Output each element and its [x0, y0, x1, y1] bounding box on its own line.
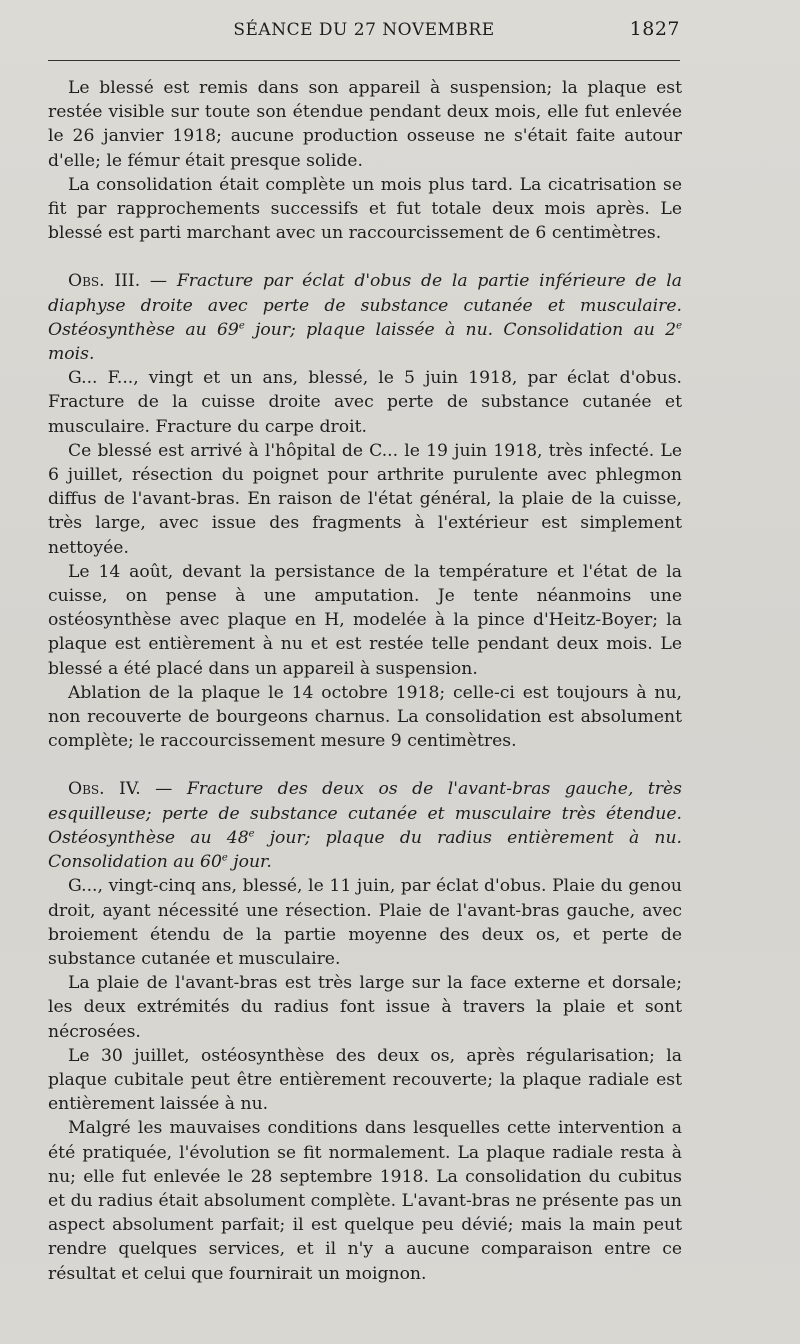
article-body	[48, 76, 682, 1286]
running-header	[48, 18, 680, 48]
paragraph: Le 14 août, devant la persistance de la température et l'état de la cuisse, on pense à une amputation. Je tente néanmoins une ostéosynthèse avec plaque en H, modelée à la pince d'Heitz-Boyer; la plaque est entièrement à nu et est restée telle pendant deux mois. Le blessé a été placé dans un appareil à suspension.	[48, 561, 682, 679]
paragraph: Malgré les mauvaises conditions dans lesquelles cette intervention a été pratiquée, l'évolution se fit normalement. La plaque radiale resta à nu; elle fut enlevée le 28 septembre 1918. La consolidation du cubitus et du radius était absolument complète. L'avant-bras ne présente pas un aspect absolument parfait; il est quelque peu dévié; mais la main peut rendre quelques services, et il n'y a aucune comparaison entre ce résultat et celui que fournirait un moignon.	[48, 1118, 682, 1284]
paragraph: La consolidation était complète un mois plus tard. La cicatrisation se fit par rapprochements successifs et fut totale deux mois après. Le blessé est parti marchant avec un raccourcissement de 6 centimètres.	[48, 174, 682, 244]
header-rule	[48, 60, 680, 61]
paragraph: Ablation de la plaque le 14 octobre 1918; celle-ci est toujours à nu, non recouverte de bourgeons charnus. La consolidation est absolument complète; le raccourcissement mesure 9 centimètres.	[48, 682, 682, 752]
paragraph: Ce blessé est arrivé à l'hôpital de C... le 19 juin 1918, très infecté. Le 6 juillet, résection du poignet pour arthrite purulente avec phlegmon diffus de l'avant-bras. En raison de l'état général, la plaie de la cuisse, très large, avec issue des fragments à l'extérieur est simplement nettoyée.	[48, 440, 682, 558]
running-title: SÉANCE DU 27 NOVEMBRE	[233, 20, 495, 40]
paragraph: G..., vingt-cinq ans, blessé, le 11 juin, par éclat d'obus. Plaie du genou droit, ayant nécessité une résection. Plaie de l'avant-bras gauche, avec broiement étendu de la partie moyenne des deux os, et perte de substance cutanée et musculaire.	[48, 876, 682, 969]
observation-title: Fracture des deux os de l'avant-bras gauche, très esquilleuse; perte de substance cutanée et musculaire très étendue. Ostéosynthèse au 48e jour; plaque du radius entièrement à nu. Consolidation au 60e jour.	[48, 779, 682, 873]
paragraph: Le 30 juillet, ostéosynthèse des deux os, après régularisation; la plaque cubitale peut être entièrement recouverte; la plaque radiale est entièrement laissée à nu.	[48, 1045, 682, 1115]
paragraph: G... F..., vingt et un ans, blessé, le 5 juin 1918, par éclat d'obus. Fracture de la cuisse droite avec perte de substance cutanée et musculaire. Fracture du carpe droit.	[48, 368, 682, 437]
observation-heading	[48, 269, 682, 366]
page-number: 1827	[629, 18, 680, 40]
observation-label: Obs. III. —	[68, 271, 168, 292]
observation-heading	[48, 777, 682, 874]
observation-label: Obs. IV. —	[68, 779, 173, 800]
paragraph: Le blessé est remis dans son appareil à suspension; la plaque est restée visible sur toute son étendue pendant deux mois, elle fut enlevée le 26 janvier 1918; aucune production osseuse ne s'était faite autour d'elle; le fémur était presque solide.	[48, 78, 682, 171]
observation-title: Fracture par éclat d'obus de la partie inférieure de la diaphyse droite avec perte de substance cutanée et musculaire. Ostéosynthèse au 69e jour; plaque laissée à nu. Consolidation au 2e mois.	[48, 271, 683, 365]
paragraph: La plaie de l'avant-bras est très large sur la face externe et dorsale; les deux extrémités du radius font issue à travers la plaie et sont nécrosées.	[48, 973, 682, 1042]
